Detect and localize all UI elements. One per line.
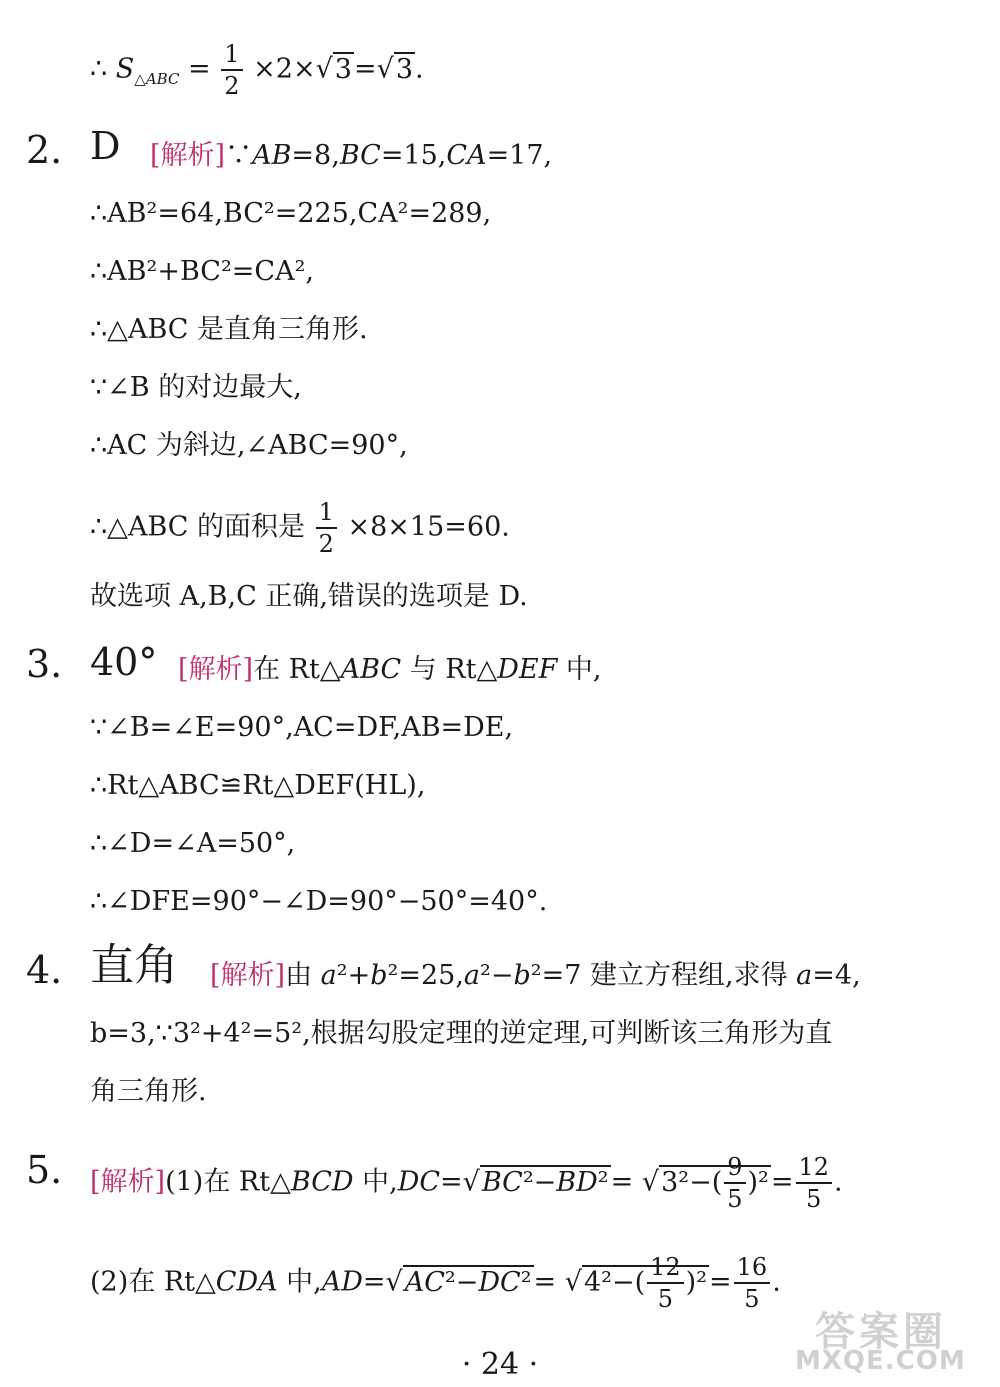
q4-answer: 直角 (90, 940, 178, 991)
q3-answer: 40° (90, 640, 158, 684)
fraction-result: $\frac{16}{5}$ (734, 1255, 771, 1311)
q5-part2: (2)在 Rt△CDA 中,AD=√AC²−DC²= √4²−( $\frac{12}{5}$ )²= $\frac{16}{5}$ . (90, 1253, 781, 1313)
fraction-result: $\frac{12}{5}$ (796, 1155, 833, 1211)
fraction-half: $\frac{1}{2}$ (221, 42, 242, 98)
q2-number: 2. (26, 128, 63, 172)
q3-analysis-first-line: [解析]在 Rt△ABC 与 Rt△DEF 中, (178, 654, 602, 685)
sqrt-expression: √3²−( $\frac{9}{5}$ )² (641, 1153, 769, 1213)
q3-line: ∵∠B=∠E=90°,AC=DF,AB=DE, (90, 712, 514, 743)
q4-line: 角三角形. (90, 1076, 207, 1107)
watermark-logo-text: 答案圈 (815, 1309, 947, 1355)
analysis-tag: [解析] (150, 140, 226, 171)
q4-line: b=3,∵3²+4²=5²,根据勾股定理的逆定理,可判断该三角形为直 (90, 1018, 833, 1049)
q1-area-line: ∴ $S_{\triangle ABC}$ = $\frac{1}{2}$ ×2×√3=√3. (90, 40, 424, 100)
site-watermark (785, 1300, 980, 1380)
q5-part1: [解析](1)在 Rt△BCD 中,DC=√BC²−BD²= √3²−( $\frac{9}{5}$ )²= $\frac{12}{5}$ . (90, 1153, 843, 1213)
q3-line: ∴∠D=∠A=50°, (90, 828, 296, 859)
q2-line: ∴AC 为斜边,∠ABC=90°, (90, 430, 408, 461)
analysis-tag: [解析] (178, 654, 254, 685)
analysis-tag: [解析] (210, 960, 286, 991)
page-number: · 24 · (461, 1347, 539, 1382)
q3-line: ∴∠DFE=90°−∠D=90°−50°=40°. (90, 886, 548, 917)
q2-area-line: ∴△ABC 的面积是 $\frac{1}{2}$ ×8×15=60. (90, 498, 510, 558)
q3-line: ∴Rt△ABC≌Rt△DEF(HL), (90, 770, 426, 801)
analysis-tag: [解析] (90, 1166, 166, 1198)
watermark-url: MXQE.COM (795, 1346, 966, 1376)
sqrt-expression: √4²−( $\frac{12}{5}$ )² (564, 1253, 708, 1313)
q2-analysis-first-line: [解析]∵AB=8,BC=15,CA=17, (150, 140, 553, 171)
q2-line: ∴AB²+BC²=CA², (90, 256, 314, 287)
q2-line: ∴△ABC 是直角三角形. (90, 314, 368, 345)
q2-answer: D (90, 124, 121, 168)
q2-line: ∵∠B 的对边最大, (90, 372, 302, 403)
fraction-half: $\frac{1}{2}$ (316, 500, 337, 556)
q4-number: 4. (26, 948, 63, 992)
q4-analysis-first-line: [解析]由 a²+b²=25,a²−b²=7 建立方程组,求得 a=4, (210, 960, 861, 991)
q5-number: 5. (26, 1148, 63, 1192)
q2-conclusion: 故选项 A,B,C 正确,错误的选项是 D. (90, 581, 528, 612)
q3-number: 3. (26, 642, 63, 686)
q2-line: ∴AB²=64,BC²=225,CA²=289, (90, 198, 492, 229)
